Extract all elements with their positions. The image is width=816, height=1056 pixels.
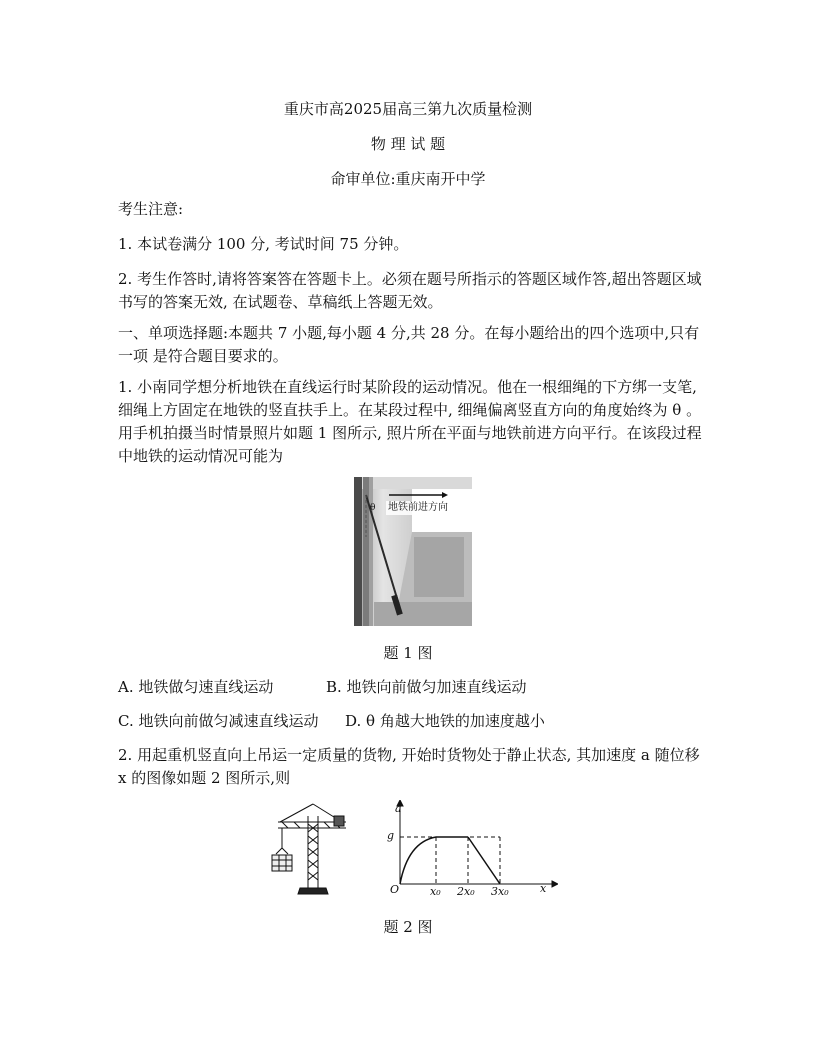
crane-and-graph bbox=[268, 800, 558, 905]
subway-photo-illustration bbox=[354, 477, 472, 626]
question-2-figure bbox=[268, 800, 558, 905]
question-1-photo bbox=[354, 477, 472, 626]
subject-title: 物 理 试 题 bbox=[370, 135, 446, 153]
graph-g-label: g bbox=[387, 829, 395, 842]
theta-label: θ bbox=[370, 503, 376, 513]
tick-3x0: 3x₀ bbox=[491, 885, 509, 898]
figure-1-caption: 题 1 图 bbox=[383, 644, 433, 662]
direction-label: 地铁前进方向 bbox=[388, 502, 448, 513]
figure-2-caption: 题 2 图 bbox=[383, 918, 433, 936]
graph-x-axis-label: x bbox=[540, 882, 547, 895]
option-d: D. θ 角越大地铁的加速度越小 bbox=[345, 712, 545, 730]
graph-y-axis-label: a bbox=[395, 802, 402, 815]
question-1-stem: 1. 小南同学想分析地铁在直线运行时某阶段的运动情况。他在一根细绳的下方绑一支笔,细绳上方固定在地铁的竖直扶手上。在某段过程中, 细绳偏离竖直方向的角度始终为 θ 。用手机拍摄当时情景照片如题 1 图所示, 照片所在平面与地铁前进方向平行。在该段过程中地铁的运动情况可能为 bbox=[118, 378, 702, 465]
author-line: 命审单位:重庆南开中学 bbox=[330, 170, 486, 188]
option-a: A. 地铁做匀速直线运动 bbox=[118, 678, 274, 696]
notice-item-2: 2. 考生作答时,请将答案答在答题卡上。必须在题号所指示的答题区域作答,超出答题区域书写的答案无效, 在试题卷、草稿纸上答题无效。 bbox=[118, 270, 702, 311]
crane-icon bbox=[272, 804, 346, 894]
graph-origin-label: O bbox=[390, 883, 400, 896]
option-b: B. 地铁向前做匀加速直线运动 bbox=[326, 678, 527, 696]
question-2-stem: 2. 用起重机竖直向上吊运一定质量的货物, 开始时货物处于静止状态, 其加速度 a 随位移 x 的图像如题 2 图所示,则 bbox=[118, 746, 700, 787]
notice-item-1: 1. 本试卷满分 100 分, 考试时间 75 分钟。 bbox=[118, 235, 409, 253]
notice-heading: 考生注意: bbox=[118, 200, 184, 218]
section-heading: 一、单项选择题:本题共 7 小题,每小题 4 分,共 28 分。在每小题给出的四个选项中,只有一项 是符合题目要求的。 bbox=[118, 324, 700, 365]
exam-title: 重庆市高2025届高三第九次质量检测 bbox=[283, 100, 533, 118]
tick-2x0: 2x₀ bbox=[457, 885, 475, 898]
tick-x0: x₀ bbox=[430, 885, 441, 898]
option-c: C. 地铁向前做匀减速直线运动 bbox=[118, 712, 319, 730]
